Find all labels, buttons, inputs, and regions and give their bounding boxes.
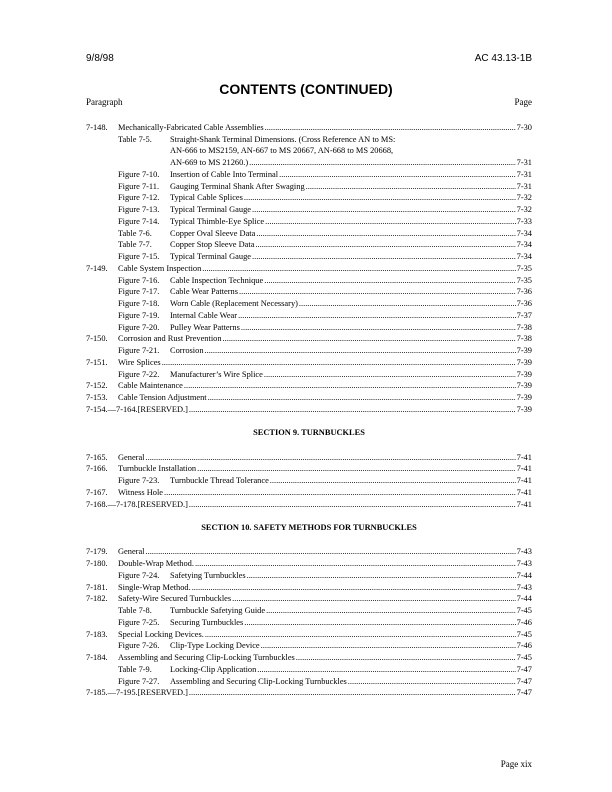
toc-entry xyxy=(86,640,532,652)
toc-entry xyxy=(86,262,532,274)
toc-leader-dots xyxy=(279,170,516,180)
toc-leader-dots xyxy=(223,334,516,344)
toc-entry-label: Table 7-6. xyxy=(118,228,152,238)
toc-entry xyxy=(86,557,532,569)
column-header-page: Page xyxy=(514,97,532,107)
toc-entry xyxy=(86,663,532,675)
toc-entry-title: Special Locking Devices. xyxy=(118,629,204,639)
toc-leader-dots xyxy=(265,217,515,227)
toc-entry-label: Figure 7-14. xyxy=(118,216,160,226)
toc-entry-number: 7-149. xyxy=(86,263,108,273)
toc-entry-page: 7-39 xyxy=(516,381,532,391)
toc-entry xyxy=(86,344,532,356)
toc-entry xyxy=(86,463,532,475)
toc-entry-title: General xyxy=(118,547,145,557)
toc-entry xyxy=(86,239,532,251)
toc-entry-page: 7-47 xyxy=(516,676,532,686)
toc-leader-dots xyxy=(244,193,516,203)
toc-entry xyxy=(86,133,532,145)
toc-entry-label: Figure 7-10. xyxy=(118,169,160,179)
toc-entry-page: 7-31 xyxy=(516,158,532,167)
toc-leader-dots xyxy=(202,264,515,274)
toc-entry-page: 7-32 xyxy=(516,205,532,214)
toc-entry xyxy=(86,391,532,403)
toc-entry-page: 7-31 xyxy=(516,169,532,179)
column-header-paragraph: Paragraph xyxy=(86,97,123,107)
toc-entry-title: Turnbuckle Installation xyxy=(118,464,197,474)
toc-entry-label: Figure 7-17. xyxy=(118,287,160,297)
toc-entry xyxy=(86,145,532,157)
toc-entry xyxy=(86,156,532,168)
toc-entry-page: 7-39 xyxy=(516,346,532,355)
toc-entry-page: 7-41 xyxy=(516,487,532,497)
toc-entry-title: AN-669 to MS 21260.) xyxy=(170,158,249,167)
toc-entry-page: 7-31 xyxy=(516,181,532,191)
toc-entry-label: Figure 7-22. xyxy=(118,369,160,379)
toc-entry-page: 7-41 xyxy=(516,499,532,509)
toc-entry-title: Corrosion and Rust Prevention xyxy=(118,334,222,344)
toc-entry-title: Wire Splices xyxy=(118,357,161,367)
toc-leader-dots xyxy=(239,287,516,297)
toc-leader-dots xyxy=(261,641,516,651)
toc-entry xyxy=(86,403,532,415)
toc-entry-label: Figure 7-12. xyxy=(118,193,160,203)
toc-entry xyxy=(86,180,532,192)
toc-entry-title: Gauging Terminal Shank After Swaging xyxy=(170,181,305,191)
toc-entry-label: Figure 7-27. xyxy=(118,676,160,686)
header-doc-id: AC 43.13-1B xyxy=(474,53,532,64)
toc-entry xyxy=(86,203,532,215)
toc-entry xyxy=(86,356,532,368)
toc-entry-title: Clip-Type Locking Device xyxy=(170,641,260,651)
toc-entry-page: 7-43 xyxy=(516,559,532,568)
toc-entry-number: 7-154.—7-164. xyxy=(86,404,138,414)
toc-entry xyxy=(86,309,532,321)
toc-entry-number: 7-153. xyxy=(86,393,108,402)
toc-entry xyxy=(86,250,532,262)
toc-leader-dots xyxy=(257,665,515,675)
toc-entry-page: 7-43 xyxy=(516,582,532,592)
toc-entry-title: Cable System Inspection xyxy=(118,263,202,273)
toc-group-turnbuckles xyxy=(86,451,532,510)
toc-leader-dots xyxy=(189,688,516,698)
toc-entry-title: Straight-Shank Terminal Dimensions. (Cross Reference AN to MS: xyxy=(170,134,396,144)
toc-leader-dots xyxy=(208,393,516,403)
toc-entry-title: General xyxy=(118,452,145,462)
toc-entry-number: 7-183. xyxy=(86,629,108,639)
toc-entry xyxy=(86,675,532,687)
toc-entry-label: Table 7-8. xyxy=(118,606,152,615)
toc-entry-page: 7-46 xyxy=(516,641,532,651)
toc-leader-dots xyxy=(189,405,516,415)
toc-entry-title: Insertion of Cable Into Terminal xyxy=(170,169,279,179)
toc-entry-page: 7-36 xyxy=(516,287,532,297)
toc-leader-dots xyxy=(238,311,516,321)
toc-entry-number: 7-166. xyxy=(86,464,108,474)
toc-entry-page: 7-37 xyxy=(516,310,532,320)
toc-leader-dots xyxy=(299,299,516,309)
toc-entry-title: Safetying Turnbuckles xyxy=(170,570,246,580)
toc-leader-dots xyxy=(348,677,516,687)
toc-entry-title: Copper Oval Sleeve Data xyxy=(170,228,256,238)
toc-entry xyxy=(86,651,532,663)
toc-leader-dots xyxy=(247,571,516,581)
toc-entry-label: Figure 7-11. xyxy=(118,181,160,191)
toc-entry-label: Table 7-9. xyxy=(118,664,152,674)
section-heading-10: SECTION 10. SAFETY METHODS FOR TURNBUCKLES xyxy=(201,523,417,532)
toc-entry-title: Cable Tension Adjustment xyxy=(118,393,207,402)
toc-entry-title: Manufacturer’s Wire Splice xyxy=(170,369,263,379)
toc-leader-dots xyxy=(241,323,516,333)
toc-entry-title: Typical Terminal Gauge xyxy=(170,205,251,214)
toc-group-cable-assemblies xyxy=(86,121,532,415)
toc-entry-title: Worn Cable (Replacement Necessary) xyxy=(170,299,298,308)
toc-entry xyxy=(86,604,532,616)
toc-entry-title: Locking-Clip Application xyxy=(170,664,257,674)
toc-entry-page: 7-38 xyxy=(516,322,532,332)
toc-entry xyxy=(86,321,532,333)
toc-entry-page: 7-39 xyxy=(516,357,532,367)
toc-entry-page: 7-35 xyxy=(516,263,532,273)
toc-entry-title: Double-Wrap Method. xyxy=(118,559,194,568)
toc-entry-number: 7-165. xyxy=(86,452,108,462)
toc-entry-page: 7-44 xyxy=(516,570,532,580)
toc-leader-dots xyxy=(195,559,516,569)
toc-entry-label: Figure 7-18. xyxy=(118,299,160,308)
toc-leader-dots xyxy=(189,500,516,510)
toc-entry-page: 7-36 xyxy=(516,299,532,308)
toc-leader-dots xyxy=(146,453,516,463)
toc-entry-number: 7-150. xyxy=(86,334,108,344)
toc-leader-dots xyxy=(244,618,515,628)
page-number: Page xix xyxy=(500,759,532,769)
toc-entry xyxy=(86,227,532,239)
toc-entry xyxy=(86,192,532,204)
toc-entry-title: Mechanically-Fabricated Cable Assemblies xyxy=(118,122,264,132)
toc-leader-dots xyxy=(146,547,516,557)
toc-entry-page: 7-39 xyxy=(516,369,532,379)
toc-leader-dots xyxy=(192,583,516,593)
section-heading-9: SECTION 9. TURNBUCKLES xyxy=(253,428,365,438)
toc-entry-page: 7-35 xyxy=(516,275,532,285)
toc-leader-dots xyxy=(265,123,516,133)
toc-entry-title: Corrosion xyxy=(170,346,204,355)
toc-leader-dots xyxy=(249,158,515,168)
toc-entry xyxy=(86,297,532,309)
toc-entry xyxy=(86,616,532,628)
toc-entry xyxy=(86,569,532,581)
toc-entry xyxy=(86,121,532,133)
toc-entry-page: 7-45 xyxy=(516,653,532,662)
toc-entry-page: 7-41 xyxy=(516,464,532,474)
toc-entry-title: Copper Stop Sleeve Data xyxy=(170,240,255,250)
toc-entry-page: 7-45 xyxy=(516,629,532,639)
toc-entry-number: 7-168.—7-178. xyxy=(86,499,138,509)
toc-entry-page: 7-34 xyxy=(516,240,532,250)
toc-entry-number: 7-148. xyxy=(86,122,108,132)
toc-entry xyxy=(86,215,532,227)
toc-leader-dots xyxy=(184,381,516,391)
toc-entry-number: 7-179. xyxy=(86,547,108,557)
toc-entry-label: Figure 7-13. xyxy=(118,205,160,214)
toc-leader-dots xyxy=(252,252,516,262)
toc-entry-number: 7-167. xyxy=(86,487,108,497)
toc-entry-number: 7-182. xyxy=(86,594,108,604)
toc-leader-dots xyxy=(264,370,516,380)
page-title: CONTENTS (CONTINUED) xyxy=(219,81,393,97)
toc-entry-page: 7-39 xyxy=(516,404,532,414)
toc-entry-page: 7-34 xyxy=(516,252,532,261)
toc-entry-title: Typical Terminal Gauge xyxy=(170,252,251,261)
toc-entry-title: Cable Inspection Technique xyxy=(170,275,264,285)
toc-entry-title: [RESERVED.] xyxy=(137,688,188,698)
toc-entry-title: Single-Wrap Method. xyxy=(118,582,191,592)
toc-entry xyxy=(86,628,532,640)
toc-entry-page: 7-30 xyxy=(516,122,532,132)
toc-entry xyxy=(86,168,532,180)
toc-leader-dots xyxy=(164,488,516,498)
toc-entry-title: [RESERVED.] xyxy=(137,404,188,414)
toc-entry-page: 7-44 xyxy=(516,594,532,604)
toc-entry-number: 7-152. xyxy=(86,381,108,391)
toc-entry-page: 7-47 xyxy=(516,688,532,698)
toc-entry-page: 7-46 xyxy=(516,617,532,627)
toc-entry-label: Figure 7-26. xyxy=(118,641,160,651)
toc-entry xyxy=(86,380,532,392)
toc-entry-title: Assembling and Securing Clip-Locking Turnbuckles xyxy=(118,653,295,662)
toc-entry-page: 7-45 xyxy=(516,606,532,615)
toc-entry xyxy=(86,498,532,510)
toc-entry-label: Table 7-7. xyxy=(118,240,152,250)
toc-entry xyxy=(86,274,532,286)
toc-entry xyxy=(86,368,532,380)
toc-entry xyxy=(86,546,532,558)
toc-entry xyxy=(86,581,532,593)
toc-entry-label: Figure 7-19. xyxy=(118,310,160,320)
toc-entry-page: 7-34 xyxy=(516,228,532,238)
toc-entry-title: Turnbuckle Safetying Guide xyxy=(170,606,266,615)
toc-entry-title: Cable Maintenance xyxy=(118,381,183,391)
toc-leader-dots xyxy=(270,476,516,486)
toc-entry-title: Cable Wear Patterns xyxy=(170,287,239,297)
toc-entry xyxy=(86,474,532,486)
header-date: 9/8/98 xyxy=(86,53,114,64)
toc-entry-title: Assembling and Securing Clip-Locking Turnbuckles xyxy=(170,676,347,686)
toc-entry-page: 7-32 xyxy=(516,193,532,203)
toc-entry-number: 7-180. xyxy=(86,559,108,568)
toc-entry-title: AN-666 to MS2159, AN-667 to MS 20667, AN-668 to MS 20668, xyxy=(170,146,394,156)
toc-entry-title: Securing Turnbuckles xyxy=(170,617,244,627)
toc-entry-page: 7-39 xyxy=(516,393,532,402)
toc-entry-label: Figure 7-25. xyxy=(118,617,160,627)
toc-leader-dots xyxy=(256,229,515,239)
toc-leader-dots xyxy=(266,606,516,616)
toc-leader-dots xyxy=(162,358,516,368)
toc-leader-dots xyxy=(264,276,515,286)
toc-entry-label: Figure 7-15. xyxy=(118,252,160,261)
toc-entry-page: 7-41 xyxy=(516,452,532,462)
toc-entry-label: Figure 7-16. xyxy=(118,275,160,285)
toc-entry-title: Pulley Wear Patterns xyxy=(170,322,240,332)
toc-entry xyxy=(86,486,532,498)
toc-leader-dots xyxy=(296,653,516,663)
toc-entry-page: 7-38 xyxy=(516,334,532,344)
toc-leader-dots xyxy=(255,240,515,250)
toc-entry-title: Turnbuckle Thread Tolerance xyxy=(170,476,269,485)
toc-entry xyxy=(86,333,532,345)
toc-leader-dots xyxy=(205,346,516,356)
toc-entry xyxy=(86,451,532,463)
toc-group-safety-methods xyxy=(86,546,532,699)
toc-entry-number: 7-181. xyxy=(86,582,108,592)
toc-entry-title: Safety-Wire Secured Turnbuckles xyxy=(118,594,232,604)
toc-entry-label: Table 7-5. xyxy=(118,134,152,144)
toc-entry-label: Figure 7-21. xyxy=(118,346,160,355)
toc-entry-title: Witness Hole xyxy=(118,487,164,497)
toc-leader-dots xyxy=(252,205,516,215)
toc-entry-label: Figure 7-24. xyxy=(118,570,160,580)
toc-entry-number: 7-151. xyxy=(86,357,108,367)
toc-leader-dots xyxy=(306,182,516,192)
toc-entry-title: [RESERVED.] xyxy=(137,499,188,509)
toc-leader-dots xyxy=(205,630,516,640)
toc-entry xyxy=(86,687,532,699)
toc-entry-number: 7-185.—7-195. xyxy=(86,688,138,698)
toc-entry-label: Figure 7-20. xyxy=(118,322,160,332)
toc-entry-number: 7-184. xyxy=(86,653,108,662)
table-of-contents xyxy=(86,121,532,698)
toc-entry-page: 7-47 xyxy=(516,664,532,674)
toc-entry-title: Typical Cable Splices xyxy=(170,193,243,203)
toc-entry-page: 7-33 xyxy=(516,216,532,226)
toc-entry-title: Typical Thimble-Eye Splice xyxy=(170,216,265,226)
toc-entry xyxy=(86,593,532,605)
toc-entry-page: 7-43 xyxy=(516,547,532,557)
toc-leader-dots xyxy=(197,464,516,474)
toc-entry-page: 7-41 xyxy=(516,476,532,485)
toc-entry-label: Figure 7-23. xyxy=(118,476,160,485)
toc-leader-dots xyxy=(232,594,515,604)
toc-entry-title: Internal Cable Wear xyxy=(170,310,238,320)
toc-entry xyxy=(86,286,532,298)
